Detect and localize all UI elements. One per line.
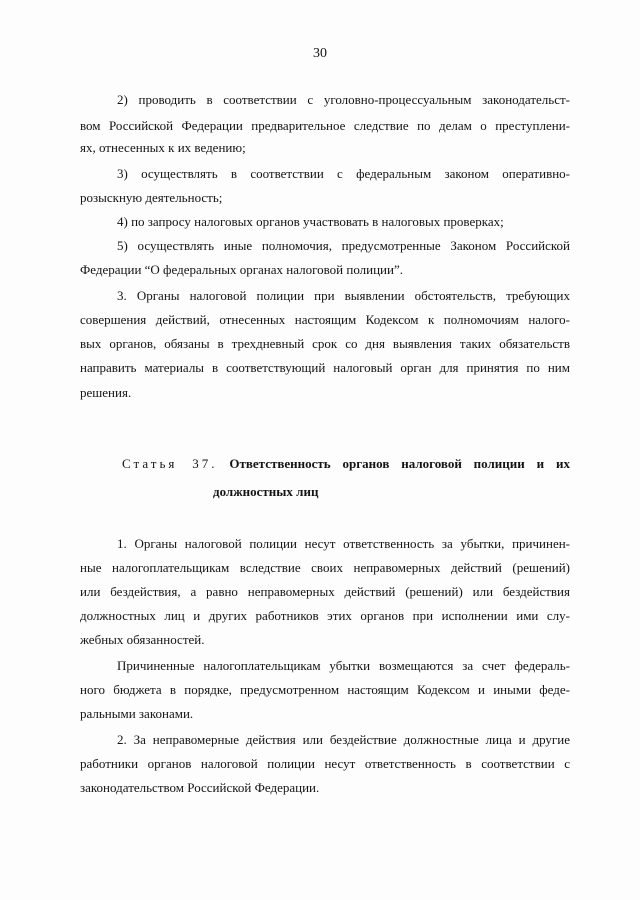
text-line: ях, отнесенных к их ведению; <box>80 140 246 155</box>
text-line: или бездействия, а равно неправомерных действий (решений) или бездействия <box>80 584 570 599</box>
text-line: ральными законами. <box>80 706 194 721</box>
text-line: 2. За неправомерные действия или бездействие должностные лица и другие <box>117 732 570 747</box>
text-line: 3. Органы налоговой полиции при выявлении обстоятельств, требующих <box>117 288 570 303</box>
article-title <box>122 456 570 472</box>
text-line: вых органов, обязаны в трехдневный срок со дня выявления таких обязательств <box>80 336 570 351</box>
text-line: решения. <box>80 385 132 400</box>
text-line: направить материалы в соответствующий налоговый орган для принятия по ним <box>80 360 570 375</box>
text-line: розыскную деятельность; <box>80 190 223 205</box>
text-line: совершения действий, отнесенных настоящим Кодексом к полномочиям налого- <box>80 312 570 327</box>
text-line: Причиненные налогоплательщикам убытки возмещаются за счет федераль- <box>117 658 570 673</box>
text-line: вом Российской Федерации предварительное следствие по делам о преступлени- <box>80 118 570 133</box>
text-line: Федерации “О федеральных органах налоговой полиции”. <box>80 262 403 277</box>
article-heading-continuation: должностных лиц <box>213 484 319 499</box>
text-line: 1. Органы налоговой полиции несут ответственность за убытки, причинен- <box>117 536 570 551</box>
text-line: должностных лиц и других работников этих органов при исполнении ими слу- <box>80 608 570 623</box>
text-line: работники органов налоговой полиции несут ответственность в соответствии с <box>80 756 570 771</box>
text-line: жебных обязанностей. <box>80 632 205 647</box>
text-line: ного бюджета в порядке, предусмотренном настоящим Кодексом и иными феде- <box>80 682 570 697</box>
text-line: 4) по запросу налоговых органов участвовать в налоговых проверках; <box>117 214 504 229</box>
page-number: 30 <box>313 46 327 61</box>
text-line: 3) осуществлять в соответствии с федеральным законом оперативно- <box>117 166 570 181</box>
article-label: Статья 37. <box>122 456 218 471</box>
text-line: ные налогоплательщикам вследствие своих неправомерных действий (решений) <box>80 560 570 575</box>
text-line: законодательством Российской Федерации. <box>80 780 320 795</box>
text-line: 5) осуществлять иные полномочия, предусмотренные Законом Российской <box>117 238 570 253</box>
article-heading: Ответственность органов налоговой полиции и их <box>229 456 570 471</box>
text-line: 2) проводить в соответствии с уголовно-процессуальным законодательст- <box>117 92 570 107</box>
